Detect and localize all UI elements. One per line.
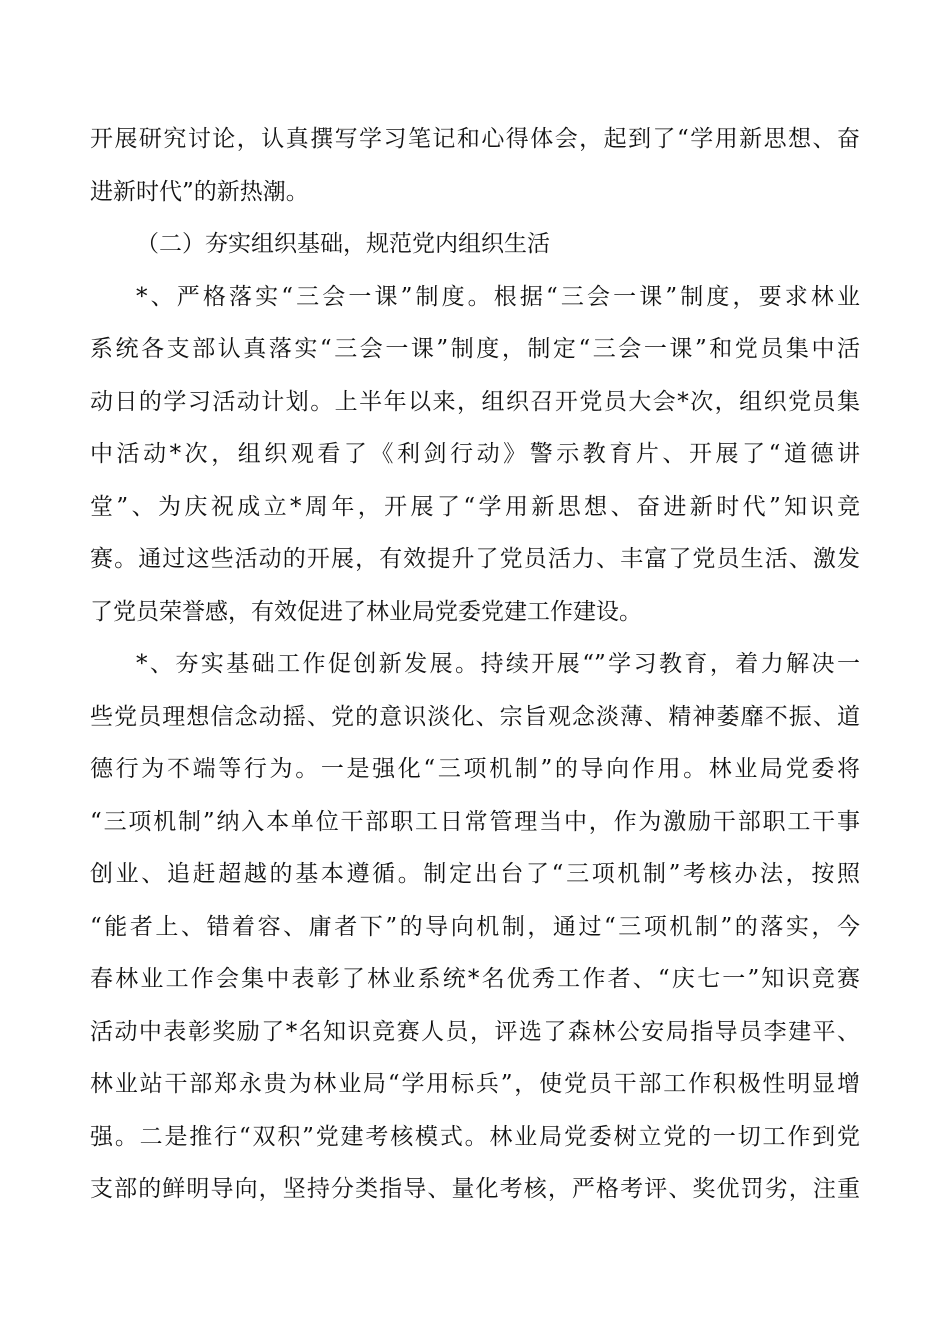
paragraph-line-16: “能者上、错着容、庸者下”的导向机制，通过“三项机制”的落实，今 — [90, 913, 860, 940]
paragraph-line-7: 中活动*次，组织观看了《利剑行动》警示教育片、开展了“道德讲 — [90, 441, 860, 467]
paragraph-line-21: 支部的鲜明导向，坚持分类指导、量化考核，严格考评、奖优罚劣，注重 — [90, 1176, 860, 1202]
paragraph-line-20: 强。二是推行“双积”党建考核模式。林业局党委树立党的一切工作到党 — [90, 1123, 860, 1150]
paragraph-line-17: 春林业工作会集中表彰了林业系统*名优秀工作者、“庆七一”知识竞赛 — [90, 966, 860, 992]
paragraph-line-1: 开展研究讨论，认真撰写学习笔记和心得体会，起到了“学用新思想、奋 — [90, 126, 860, 152]
paragraph-line-15: 创业、追赶超越的基本遵循。制定出台了“三项机制”考核办法，按照 — [90, 861, 860, 887]
paragraph-line-8: 堂”、为庆祝成立*周年，开展了“学用新思想、奋进新时代”知识竞 — [90, 493, 860, 520]
paragraph-line-13: 德行为不端等行为。一是强化“三项机制”的导向作用。林业局党委将 — [90, 756, 860, 782]
section-heading: （二）夯实组织基础，规范党内组织生活 — [136, 231, 550, 257]
paragraph-line-10: 了党员荣誉感，有效促进了林业局党委党建工作建设。 — [90, 598, 642, 625]
paragraph-line-19: 林业站干部郑永贵为林业局“学用标兵”，使党员干部工作积极性明显增 — [90, 1071, 860, 1097]
paragraph-line-5: 系统各支部认真落实“三会一课”制度，制定“三会一课”和党员集中活 — [90, 336, 860, 362]
paragraph-line-4: *、严格落实“三会一课”制度。根据“三会一课”制度，要求林业 — [136, 283, 860, 310]
paragraph-line-6: 动日的学习活动计划。上半年以来，组织召开党员大会*次，组织党员集 — [90, 388, 860, 415]
paragraph-line-12: 些党员理想信念动摇、党的意识淡化、宗旨观念淡薄、精神萎靡不振、道 — [90, 703, 860, 730]
document-page — [90, 128, 860, 1231]
paragraph-line-11: *、夯实基础工作促创新发展。持续开展“”学习教育，着力解决一 — [136, 651, 860, 677]
paragraph-line-9: 赛。通过这些活动的开展，有效提升了党员活力、丰富了党员生活、激发 — [90, 546, 860, 572]
paragraph-line-2: 进新时代”的新热潮。 — [90, 178, 309, 205]
paragraph-line-18: 活动中表彰奖励了*名知识竞赛人员，评选了森林公安局指导员李建平、 — [90, 1018, 860, 1045]
paragraph-line-14: “三项机制”纳入本单位干部职工日常管理当中，作为激励干部职工干事 — [90, 808, 860, 835]
